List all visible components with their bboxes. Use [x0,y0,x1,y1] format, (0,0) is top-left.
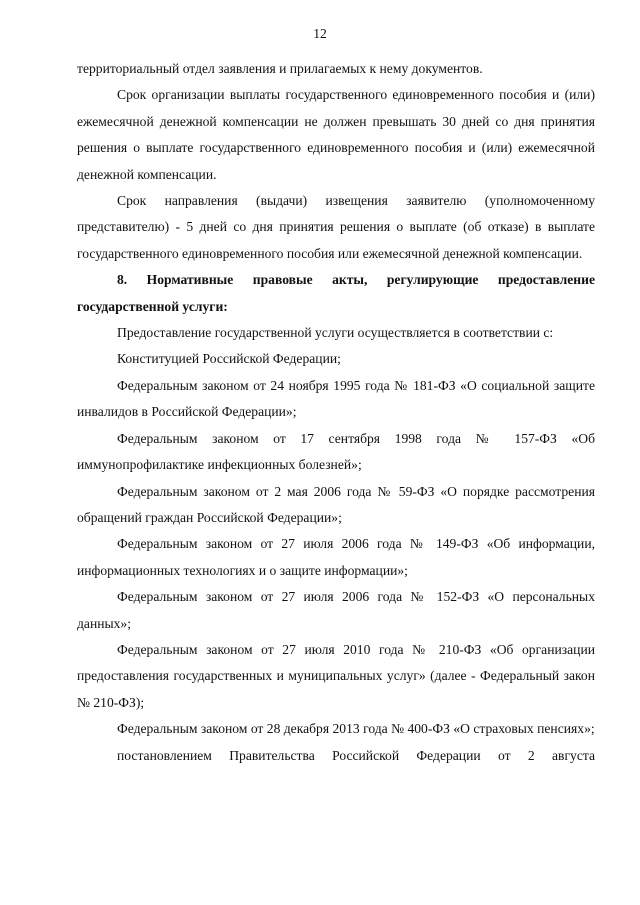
list-item-law-400: Федеральным законом от 28 декабря 2013 года № 400-ФЗ «О страховых пенсиях»; [117,721,595,737]
paragraph-legal-basis-intro: Предоставление государственной услуги осуществляется в соответствии с: [117,325,554,341]
list-item-law-157: Федеральным законом от 17 сентября 1998 года № 157-ФЗ «Об иммунопрофилактике инфекционных болезней»; [77,430,595,473]
list-item-law-210: Федеральным законом от 27 июля 2010 года № 210-ФЗ «Об организации предоставления государственных и муниципальных услуг» (далее - Федеральный закон № 210-ФЗ); [77,641,595,710]
list-item-law-149: Федеральным законом от 27 июля 2006 года № 149-ФЗ «Об информации, информационных технологиях и о защите информации»; [77,536,595,578]
section-heading-legal-acts: 8. Нормативные правовые акты, регулирующие предоставление государственной услуги: [77,272,595,314]
list-item-law-152: Федеральным законом от 27 июля 2006 года № 152-ФЗ «О персональных данных»; [77,589,595,631]
list-item-government-decree: постановлением Правительства Российской Федерации от 2 августа [117,747,595,763]
paragraph-continuation: территориальный отдел заявления и прилагаемых к нему документов. [77,61,483,76]
list-item-constitution: Конституцией Российской Федерации; [117,351,341,367]
paragraph-payment-term: Срок организации выплаты государственного единовременного пособия и (или) ежемесячной денежной компенсации не должен превышать 30 дней со дня принятия решения о выплате государственного единовременного пособия и (или) ежемесячной денежной компенсации. [77,87,595,182]
list-item-law-181: Федеральным законом от 24 ноября 1995 года № 181-ФЗ «О социальной защите инвалидов в Российской Федерации»; [77,377,595,420]
list-item-law-59: Федеральным законом от 2 мая 2006 года № 59-ФЗ «О порядке рассмотрения обращений граждан Российской Федерации»; [77,483,595,525]
page-body [77,56,595,769]
paragraph-notice-term: Срок направления (выдачи) извещения заявителю (уполномоченному представителю) - 5 дней со дня принятия решения о выплате (об отказе) в выплате государственного единовременного пособия или ежемесячной денежной компенсации. [77,193,595,261]
page-number: 12 [313,26,327,41]
